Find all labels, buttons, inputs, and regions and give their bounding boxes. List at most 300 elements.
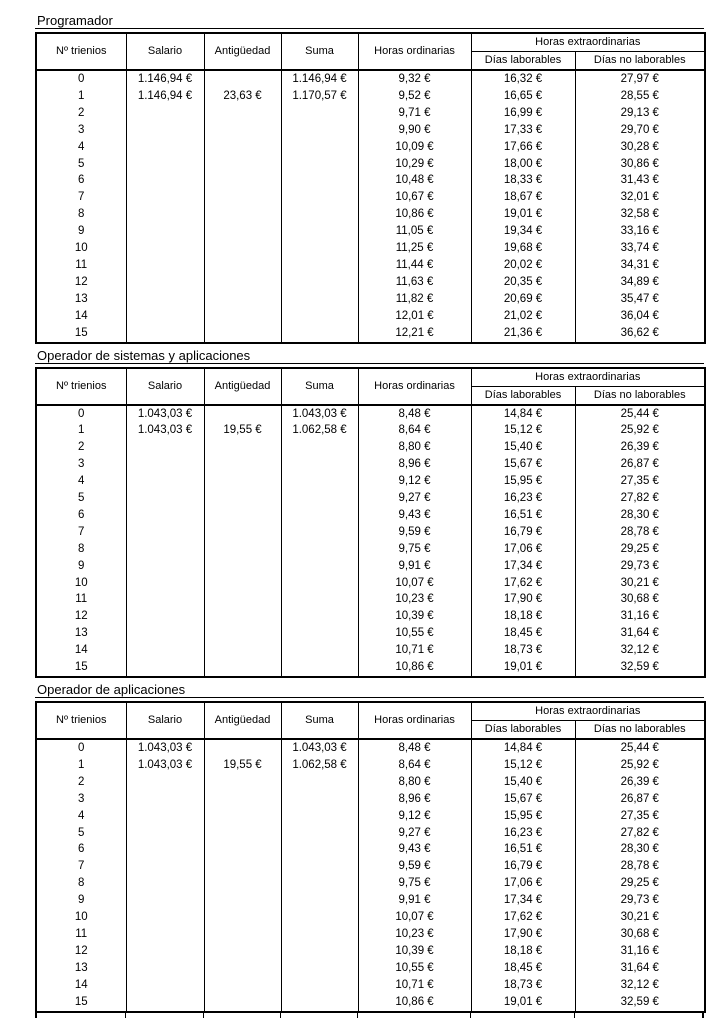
- table-cell: [281, 841, 358, 858]
- table-cell: 17,90 €: [471, 591, 575, 608]
- table-cell: 4: [36, 473, 126, 490]
- table-cell: 28,30 €: [575, 841, 705, 858]
- table-cell: [204, 507, 281, 524]
- table-cell: [204, 257, 281, 274]
- table-cell: 1.146,94 €: [126, 88, 204, 105]
- table-cell: 8: [36, 206, 126, 223]
- table-cell: [281, 625, 358, 642]
- table-cell: [204, 642, 281, 659]
- table-cell: 9,59 €: [358, 858, 471, 875]
- table-cell: 7: [36, 524, 126, 541]
- header-antiguedad: Antigüedad: [204, 33, 281, 70]
- table-cell: [204, 291, 281, 308]
- section-title: Operador de sistemas y aplicaciones: [35, 348, 704, 364]
- table-cell: 17,62 €: [471, 909, 575, 926]
- table-cell: 20,02 €: [471, 257, 575, 274]
- table-cell: 14: [36, 977, 126, 994]
- table-cell: 30,68 €: [575, 926, 705, 943]
- table-cell: [281, 875, 358, 892]
- table-cell: 21,36 €: [471, 325, 575, 343]
- table-row: [36, 122, 705, 139]
- table-cell: 10,07 €: [358, 575, 471, 592]
- table-cell: 18,00 €: [471, 156, 575, 173]
- table-cell: [281, 507, 358, 524]
- table-row: [36, 88, 705, 105]
- table-cell: 9,91 €: [358, 892, 471, 909]
- table-cell: 0: [36, 739, 126, 757]
- section-operador-aplicaciones: [35, 682, 709, 1018]
- table-cell: [281, 206, 358, 223]
- table-cell: 8,64 €: [358, 757, 471, 774]
- table-cell: [281, 791, 358, 808]
- table-cell: [126, 524, 204, 541]
- table-cell: [126, 774, 204, 791]
- table-cell: 18,73 €: [471, 977, 575, 994]
- table-cell: 18,33 €: [471, 172, 575, 189]
- table-cell: [281, 558, 358, 575]
- table-cell: [281, 808, 358, 825]
- table-cell: [204, 172, 281, 189]
- header-num-trienios: Nº trienios: [36, 33, 126, 70]
- table-cell: [126, 808, 204, 825]
- table-cell: 9,52 €: [358, 88, 471, 105]
- section-title: Programador: [35, 13, 704, 29]
- table-cell: 1.043,03 €: [126, 739, 204, 757]
- table-row: [36, 291, 705, 308]
- table-cell: 12,21 €: [358, 325, 471, 343]
- header-suma: Suma: [281, 33, 358, 70]
- table-cell: 9: [36, 558, 126, 575]
- header-antiguedad: Antigüedad: [204, 368, 281, 405]
- table-cell: [204, 977, 281, 994]
- table-cell: [204, 841, 281, 858]
- table-body: [36, 70, 705, 343]
- table-cell: [126, 977, 204, 994]
- table-cell: 32,12 €: [575, 642, 705, 659]
- header-horas-ordinarias: Horas ordinarias: [358, 702, 471, 739]
- table-cell: 11,63 €: [358, 274, 471, 291]
- table-cell: 4: [36, 139, 126, 156]
- table-cell: [126, 105, 204, 122]
- table-cell: [281, 909, 358, 926]
- table-cell: 27,82 €: [575, 825, 705, 842]
- table-row: [36, 892, 705, 909]
- table-row: [36, 172, 705, 189]
- table-cell: 10,07 €: [358, 909, 471, 926]
- table-cell: [126, 274, 204, 291]
- table-cell: [126, 308, 204, 325]
- table-cell: [204, 223, 281, 240]
- table-cell: [204, 943, 281, 960]
- table-cell: 27,97 €: [575, 70, 705, 88]
- table-cell: 26,39 €: [575, 774, 705, 791]
- table-row: [36, 608, 705, 625]
- table-cell: 10: [36, 575, 126, 592]
- table-cell: 13: [36, 291, 126, 308]
- table-row: [36, 405, 705, 423]
- table-cell: 1: [36, 422, 126, 439]
- table-cell: 9,27 €: [358, 825, 471, 842]
- table-cell: [204, 791, 281, 808]
- table-cell: [126, 291, 204, 308]
- table-cell: [126, 206, 204, 223]
- table-row: [36, 105, 705, 122]
- table-cell: 29,73 €: [575, 892, 705, 909]
- table-cell: [204, 70, 281, 88]
- table-cell: 30,86 €: [575, 156, 705, 173]
- table-cell: [281, 172, 358, 189]
- table-cell: [281, 858, 358, 875]
- table-row: [36, 774, 705, 791]
- table-cell: 8,96 €: [358, 456, 471, 473]
- table-cell: [204, 858, 281, 875]
- table-cell: 2: [36, 439, 126, 456]
- table-cell: 16,51 €: [471, 841, 575, 858]
- table-cell: [281, 524, 358, 541]
- table-cell: [281, 490, 358, 507]
- table-cell: 15,95 €: [471, 808, 575, 825]
- table-cell: 19,01 €: [471, 206, 575, 223]
- table-cell: [126, 943, 204, 960]
- header-salario: Salario: [126, 33, 204, 70]
- table-cell: 9,27 €: [358, 490, 471, 507]
- table-cell: [204, 659, 281, 677]
- table-row: [36, 977, 705, 994]
- header-horas-ordinarias: Horas ordinarias: [358, 368, 471, 405]
- table-cell: 1.043,03 €: [126, 422, 204, 439]
- table-cell: [126, 156, 204, 173]
- table-cell: [204, 591, 281, 608]
- table-cell: 6: [36, 507, 126, 524]
- table-row: [36, 875, 705, 892]
- table-cell: 10,39 €: [358, 608, 471, 625]
- table-cell: 30,21 €: [575, 575, 705, 592]
- table-row: [36, 994, 705, 1012]
- table-cell: 9,75 €: [358, 541, 471, 558]
- table-cell: 14,84 €: [471, 739, 575, 757]
- table-cell: 15,40 €: [471, 774, 575, 791]
- table-cell: 11: [36, 257, 126, 274]
- table-cell: 11,25 €: [358, 240, 471, 257]
- table-cell: [204, 625, 281, 642]
- table-cell: 10,29 €: [358, 156, 471, 173]
- table-cell: [281, 274, 358, 291]
- table-cell: 30,28 €: [575, 139, 705, 156]
- table-cell: 17,06 €: [471, 875, 575, 892]
- table-cell: [126, 575, 204, 592]
- table-cell: 10,09 €: [358, 139, 471, 156]
- table-cell: 15,67 €: [471, 791, 575, 808]
- table-cell: 12: [36, 608, 126, 625]
- header-salario: Salario: [126, 368, 204, 405]
- table-cell: [126, 608, 204, 625]
- table-cell: 8: [36, 875, 126, 892]
- table-cell: [204, 524, 281, 541]
- table-cell: 15,12 €: [471, 422, 575, 439]
- table-cell: 21,02 €: [471, 308, 575, 325]
- table-cell: [204, 774, 281, 791]
- table-row: [36, 808, 705, 825]
- table-cell: 17,34 €: [471, 892, 575, 909]
- table-row: [36, 325, 705, 343]
- table-cell: 11,82 €: [358, 291, 471, 308]
- table-cell: [281, 591, 358, 608]
- table-cell: [126, 926, 204, 943]
- table-cell: 9,12 €: [358, 473, 471, 490]
- table-cell: 4: [36, 808, 126, 825]
- table-cell: 9,91 €: [358, 558, 471, 575]
- table-cell: 16,51 €: [471, 507, 575, 524]
- table-cell: 17,66 €: [471, 139, 575, 156]
- header-dias-no-laborables: Días no laborables: [575, 386, 705, 405]
- table-cell: 36,62 €: [575, 325, 705, 343]
- table-cell: [281, 575, 358, 592]
- table-row: [36, 240, 705, 257]
- table-cell: 1.043,03 €: [281, 405, 358, 423]
- table-cell: 18,18 €: [471, 943, 575, 960]
- table-cell: 5: [36, 825, 126, 842]
- table-cell: 14: [36, 642, 126, 659]
- table-cell: 1.146,94 €: [126, 70, 204, 88]
- table-cell: [126, 858, 204, 875]
- table-cell: [281, 240, 358, 257]
- table-cell: 7: [36, 189, 126, 206]
- header-dias-no-laborables: Días no laborables: [575, 721, 705, 740]
- pay-table-operador-aplicaciones: [35, 701, 706, 1013]
- table-row: [36, 791, 705, 808]
- table-cell: 16,23 €: [471, 825, 575, 842]
- table-cell: [204, 456, 281, 473]
- table-cell: [204, 105, 281, 122]
- table-cell: [126, 909, 204, 926]
- table-row: [36, 943, 705, 960]
- header-horas-ordinarias: Horas ordinarias: [358, 33, 471, 70]
- table-cell: 12,01 €: [358, 308, 471, 325]
- table-cell: 32,01 €: [575, 189, 705, 206]
- table-cell: 10,55 €: [358, 625, 471, 642]
- table-cell: 31,64 €: [575, 625, 705, 642]
- header-salario: Salario: [126, 702, 204, 739]
- table-cell: 26,39 €: [575, 439, 705, 456]
- table-cell: 12: [36, 943, 126, 960]
- table-cell: 1: [36, 757, 126, 774]
- table-cell: 32,12 €: [575, 977, 705, 994]
- table-cell: 9,90 €: [358, 122, 471, 139]
- table-row: [36, 541, 705, 558]
- table-cell: 34,89 €: [575, 274, 705, 291]
- table-cell: [204, 490, 281, 507]
- table-cell: 31,43 €: [575, 172, 705, 189]
- table-row: [36, 841, 705, 858]
- table-cell: [204, 240, 281, 257]
- table-cell: 3: [36, 122, 126, 139]
- table-cell: [204, 558, 281, 575]
- table-row: [36, 757, 705, 774]
- table-cell: 17,33 €: [471, 122, 575, 139]
- table-cell: [204, 575, 281, 592]
- table-cell: 10,71 €: [358, 977, 471, 994]
- table-cell: 32,59 €: [575, 994, 705, 1012]
- table-row: [36, 206, 705, 223]
- table-cell: 27,82 €: [575, 490, 705, 507]
- table-row: [36, 558, 705, 575]
- table-cell: 26,87 €: [575, 456, 705, 473]
- table-cell: [126, 892, 204, 909]
- table-row: [36, 642, 705, 659]
- table-cell: 15,12 €: [471, 757, 575, 774]
- table-cell: [204, 739, 281, 757]
- table-cell: [126, 558, 204, 575]
- table-cell: 1.043,03 €: [126, 405, 204, 423]
- table-cell: [204, 473, 281, 490]
- table-cell: 18,67 €: [471, 189, 575, 206]
- section-programador: [35, 13, 709, 344]
- table-cell: [126, 223, 204, 240]
- table-cell: [126, 189, 204, 206]
- table-cell: [126, 659, 204, 677]
- header-suma: Suma: [281, 368, 358, 405]
- table-cell: [204, 926, 281, 943]
- table-row: [36, 591, 705, 608]
- table-cell: 32,58 €: [575, 206, 705, 223]
- header-horas-extraordinarias: Horas extraordinarias: [471, 368, 705, 387]
- table-cell: 9: [36, 223, 126, 240]
- table-cell: 25,92 €: [575, 422, 705, 439]
- table-cell: 3: [36, 456, 126, 473]
- table-cell: [204, 308, 281, 325]
- table-cell: 28,78 €: [575, 858, 705, 875]
- table-cell: 1: [36, 88, 126, 105]
- table-row: [36, 575, 705, 592]
- pay-table-programador: [35, 32, 706, 344]
- table-cell: 35,47 €: [575, 291, 705, 308]
- table-cell: 19,34 €: [471, 223, 575, 240]
- table-cell: 10,86 €: [358, 994, 471, 1012]
- table-cell: [281, 122, 358, 139]
- table-cell: [126, 139, 204, 156]
- table-cell: [281, 541, 358, 558]
- header-num-trienios: Nº trienios: [36, 368, 126, 405]
- table-row: [36, 909, 705, 926]
- table-body: [36, 405, 705, 678]
- table-cell: 27,35 €: [575, 808, 705, 825]
- table-cell: 3: [36, 791, 126, 808]
- table-cell: 31,64 €: [575, 960, 705, 977]
- table-row: [36, 156, 705, 173]
- table-cell: [126, 240, 204, 257]
- table-cell: [204, 206, 281, 223]
- table-cell: 0: [36, 70, 126, 88]
- header-dias-no-laborables: Días no laborables: [575, 52, 705, 71]
- table-cell: [126, 875, 204, 892]
- table-cell: 31,16 €: [575, 943, 705, 960]
- table-cell: 29,70 €: [575, 122, 705, 139]
- table-cell: 13: [36, 625, 126, 642]
- table-cell: 8,48 €: [358, 739, 471, 757]
- table-row: [36, 524, 705, 541]
- table-cell: [126, 439, 204, 456]
- table-row: [36, 625, 705, 642]
- table-cell: 29,25 €: [575, 875, 705, 892]
- table-cell: 28,78 €: [575, 524, 705, 541]
- table-cell: 18,45 €: [471, 625, 575, 642]
- table-cell: 16,32 €: [471, 70, 575, 88]
- table-row: [36, 858, 705, 875]
- table-cell: 33,74 €: [575, 240, 705, 257]
- table-cell: 10,39 €: [358, 943, 471, 960]
- table-cell: [204, 189, 281, 206]
- table-cell: [126, 625, 204, 642]
- table-row: [36, 422, 705, 439]
- table-cell: 26,87 €: [575, 791, 705, 808]
- table-row: [36, 139, 705, 156]
- table-cell: 9,59 €: [358, 524, 471, 541]
- table-cell: 9,12 €: [358, 808, 471, 825]
- table-row: [36, 960, 705, 977]
- table-cell: 33,16 €: [575, 223, 705, 240]
- table-cell: [126, 791, 204, 808]
- table-cell: 15,40 €: [471, 439, 575, 456]
- table-cell: 6: [36, 172, 126, 189]
- table-cell: 10,55 €: [358, 960, 471, 977]
- table-cell: 9,43 €: [358, 841, 471, 858]
- table-cell: 36,04 €: [575, 308, 705, 325]
- table-cell: 19,68 €: [471, 240, 575, 257]
- table-cell: 10,71 €: [358, 642, 471, 659]
- table-cell: [204, 139, 281, 156]
- table-cell: 23,63 €: [204, 88, 281, 105]
- table-row: [36, 257, 705, 274]
- table-cell: 8,64 €: [358, 422, 471, 439]
- table-cell: [281, 325, 358, 343]
- table-cell: 8: [36, 541, 126, 558]
- table-cell: [281, 291, 358, 308]
- table-row: [36, 507, 705, 524]
- table-cell: 13: [36, 960, 126, 977]
- header-dias-laborables: Días laborables: [471, 386, 575, 405]
- table-cell: 10,48 €: [358, 172, 471, 189]
- table-cell: [204, 156, 281, 173]
- table-body: [36, 739, 705, 1012]
- table-cell: 28,30 €: [575, 507, 705, 524]
- table-cell: [204, 405, 281, 423]
- table-cell: 25,44 €: [575, 405, 705, 423]
- table-cell: 29,13 €: [575, 105, 705, 122]
- table-cell: [204, 909, 281, 926]
- table-cell: 15,95 €: [471, 473, 575, 490]
- table-cell: [281, 105, 358, 122]
- table-cell: 14,84 €: [471, 405, 575, 423]
- table-cell: [126, 325, 204, 343]
- table-cell: 27,35 €: [575, 473, 705, 490]
- table-cell: 0: [36, 405, 126, 423]
- table-cell: [126, 257, 204, 274]
- table-cell: [126, 122, 204, 139]
- table-cell: 30,21 €: [575, 909, 705, 926]
- table-cell: [281, 139, 358, 156]
- table-cell: 11: [36, 926, 126, 943]
- table-cell: 17,62 €: [471, 575, 575, 592]
- table-row: [36, 739, 705, 757]
- cut-off-row-border-stubs: [35, 1013, 704, 1018]
- table-cell: 20,35 €: [471, 274, 575, 291]
- table-cell: 32,59 €: [575, 659, 705, 677]
- table-cell: [204, 825, 281, 842]
- table-cell: 10,67 €: [358, 189, 471, 206]
- table-cell: 9,71 €: [358, 105, 471, 122]
- table-cell: [281, 308, 358, 325]
- table-cell: 17,34 €: [471, 558, 575, 575]
